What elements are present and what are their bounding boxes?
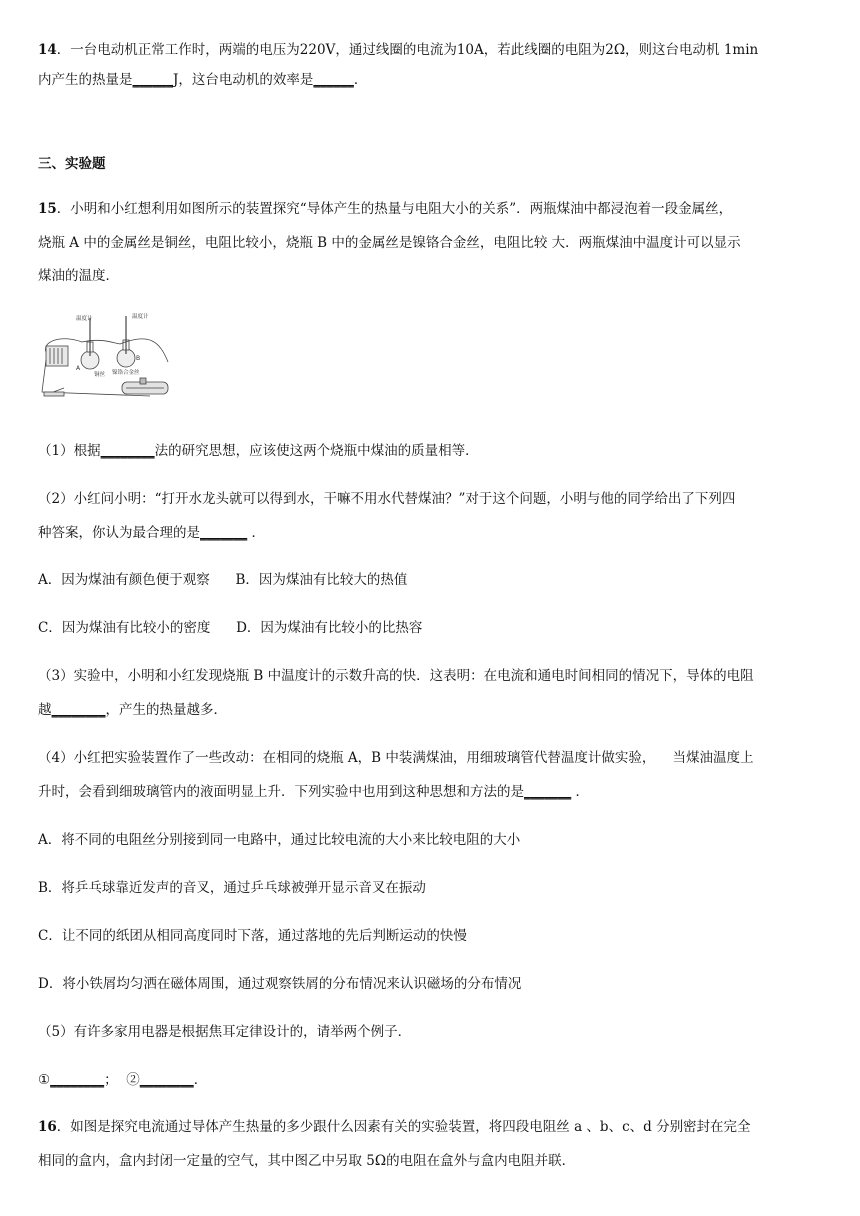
q14-text2a: 内产生的热量是: [38, 72, 133, 88]
q15-options-cd: C．因为煤油有比较小的密度 D．因为煤油有比较小的比热容: [38, 620, 423, 636]
q15-part4-option-b: B．将乒乓球靠近发声的音叉，通过乒乓球被弹开显示音叉在振动: [38, 880, 426, 896]
label-flask-a: A: [76, 365, 81, 372]
q14-line1: [38, 40, 758, 60]
q15-part1: [38, 441, 479, 461]
label-thermometer-right: 温度计: [132, 314, 149, 320]
q15-line3: 煤油的温度．: [38, 268, 119, 284]
battery-icon: [46, 346, 68, 366]
q15-options-ab: A．因为煤油有颜色便于观察 B．因为煤油有比较大的热值: [38, 572, 408, 588]
section-heading: 三、实验题: [38, 156, 106, 172]
q15-part4-option-d: D．将小铁屑均匀洒在磁体周围，通过观察铁屑的分布情况来认识磁场的分布情况: [38, 976, 522, 992]
experiment-apparatus-figure: [40, 312, 180, 404]
q15-part5: （5）有许多家用电器是根据焦耳定律设计的，请举两个例子．: [38, 1024, 412, 1040]
q15-p1-blank[interactable]: ________: [100, 443, 155, 459]
q15-part3-line1: （3）实验中，小明和小红发现烧瓶 B 中温度计的示数升高的快．这表明：在电流和通电时间相同的情况下，导体的电阻: [38, 668, 754, 684]
q15-p3-text-b: ，产生的热量越多．: [105, 702, 227, 718]
q15-p5-blank2[interactable]: ________: [139, 1072, 194, 1088]
q16-text1: ．如图是探究电流通过导体产生热量的多少跟什么因素有关的实验装置，将四段电阻丝 a 、b、c、d 分别密封在完全: [56, 1119, 751, 1135]
q15-p5-blank1[interactable]: ________: [50, 1072, 105, 1088]
q15-number: 15: [38, 201, 57, 217]
q14-number: 14: [38, 42, 57, 58]
q15-line2: 烧瓶 A 中的金属丝是铜丝，电阻比较小，烧瓶 B 中的金属丝是镍铬合金丝，电阻比较 大．两瓶煤油中温度计可以显示: [38, 235, 741, 251]
q15-p1-text-a: （1）根据: [38, 443, 101, 459]
q15-p5-end: ．: [193, 1072, 208, 1088]
label-flask-b: B: [136, 355, 141, 362]
q15-part2-line1: （2）小红问小明：“打开水龙头就可以得到水，干嘛不用水代替煤油？”对于这个问题，小明与他的同学给出了下列四: [38, 491, 736, 507]
label-thermometer-left: 温度计: [76, 316, 93, 322]
q15-p5-separator: ； ②: [104, 1072, 140, 1088]
q15-p2-blank[interactable]: _______: [200, 525, 248, 541]
q16-number: 16: [38, 1119, 57, 1135]
q15-p4-text-a: 升时，会看到细玻璃管内的液面明显上升．下列实验中也用到这种思想和方法的是: [38, 784, 524, 800]
q15-part4-line2: [38, 782, 589, 802]
q14-text2c: ．: [353, 72, 368, 88]
q15-p5-marker1: ①: [38, 1072, 51, 1088]
q14-text2b: J，这台电动机的效率是: [173, 72, 314, 88]
q15-p4-text-b: ．: [571, 784, 590, 800]
q15-p3-blank[interactable]: ________: [51, 702, 106, 718]
q15-part3-line2: [38, 700, 227, 720]
q16-line2: 相同的盒内，盒内封闭一定量的空气，其中图乙中另取 5Ω的电阻在盒外与盒内电阻并联．: [38, 1153, 576, 1169]
q14-line2: [38, 70, 367, 90]
q15-part5-answers: [38, 1070, 207, 1090]
q15-p3-text-a: 越: [38, 702, 52, 718]
q14-blank2[interactable]: ______: [313, 72, 354, 88]
q15-p4-blank[interactable]: _______: [524, 784, 572, 800]
q15-line1: [38, 199, 732, 219]
q15-p2-text-b: ．: [247, 525, 266, 541]
q15-part4-option-a: A．将不同的电阻丝分别接到同一电路中，通过比较电流的大小来比较电阻的大小: [38, 832, 521, 848]
q15-p1-text-b: 法的研究思想，应该使这两个烧瓶中煤油的质量相等．: [154, 443, 479, 459]
q15-p2-text-a: 种答案，你认为最合理的是: [38, 525, 200, 541]
q15-part4-option-c: C．让不同的纸团从相同高度同时下落，通过落地的先后判断运动的快慢: [38, 928, 467, 944]
q15-text1: ．小明和小红想利用如图所示的装置探究“导体产生的热量与电阻大小的关系”．两瓶煤油中都浸泡着一段金属丝，: [56, 201, 733, 217]
label-nichrome: 镍铬合金丝: [112, 370, 140, 376]
q15-part4-line1: （4）小红把实验装置作了一些改动：在相同的烧瓶 A，B 中装满煤油，用细玻璃管代替温度计做实验， 当煤油温度上: [38, 750, 754, 766]
q16-line1: [38, 1117, 751, 1137]
q14-text1: ．一台电动机正常工作时，两端的电压为220V，通过线圈的电流为10A，若此线圈的电阻为2Ω，则这台电动机 1min: [56, 42, 759, 58]
label-copper: 铜丝: [94, 372, 106, 378]
q15-part2-line2: [38, 523, 265, 543]
q14-blank1[interactable]: ______: [132, 72, 173, 88]
